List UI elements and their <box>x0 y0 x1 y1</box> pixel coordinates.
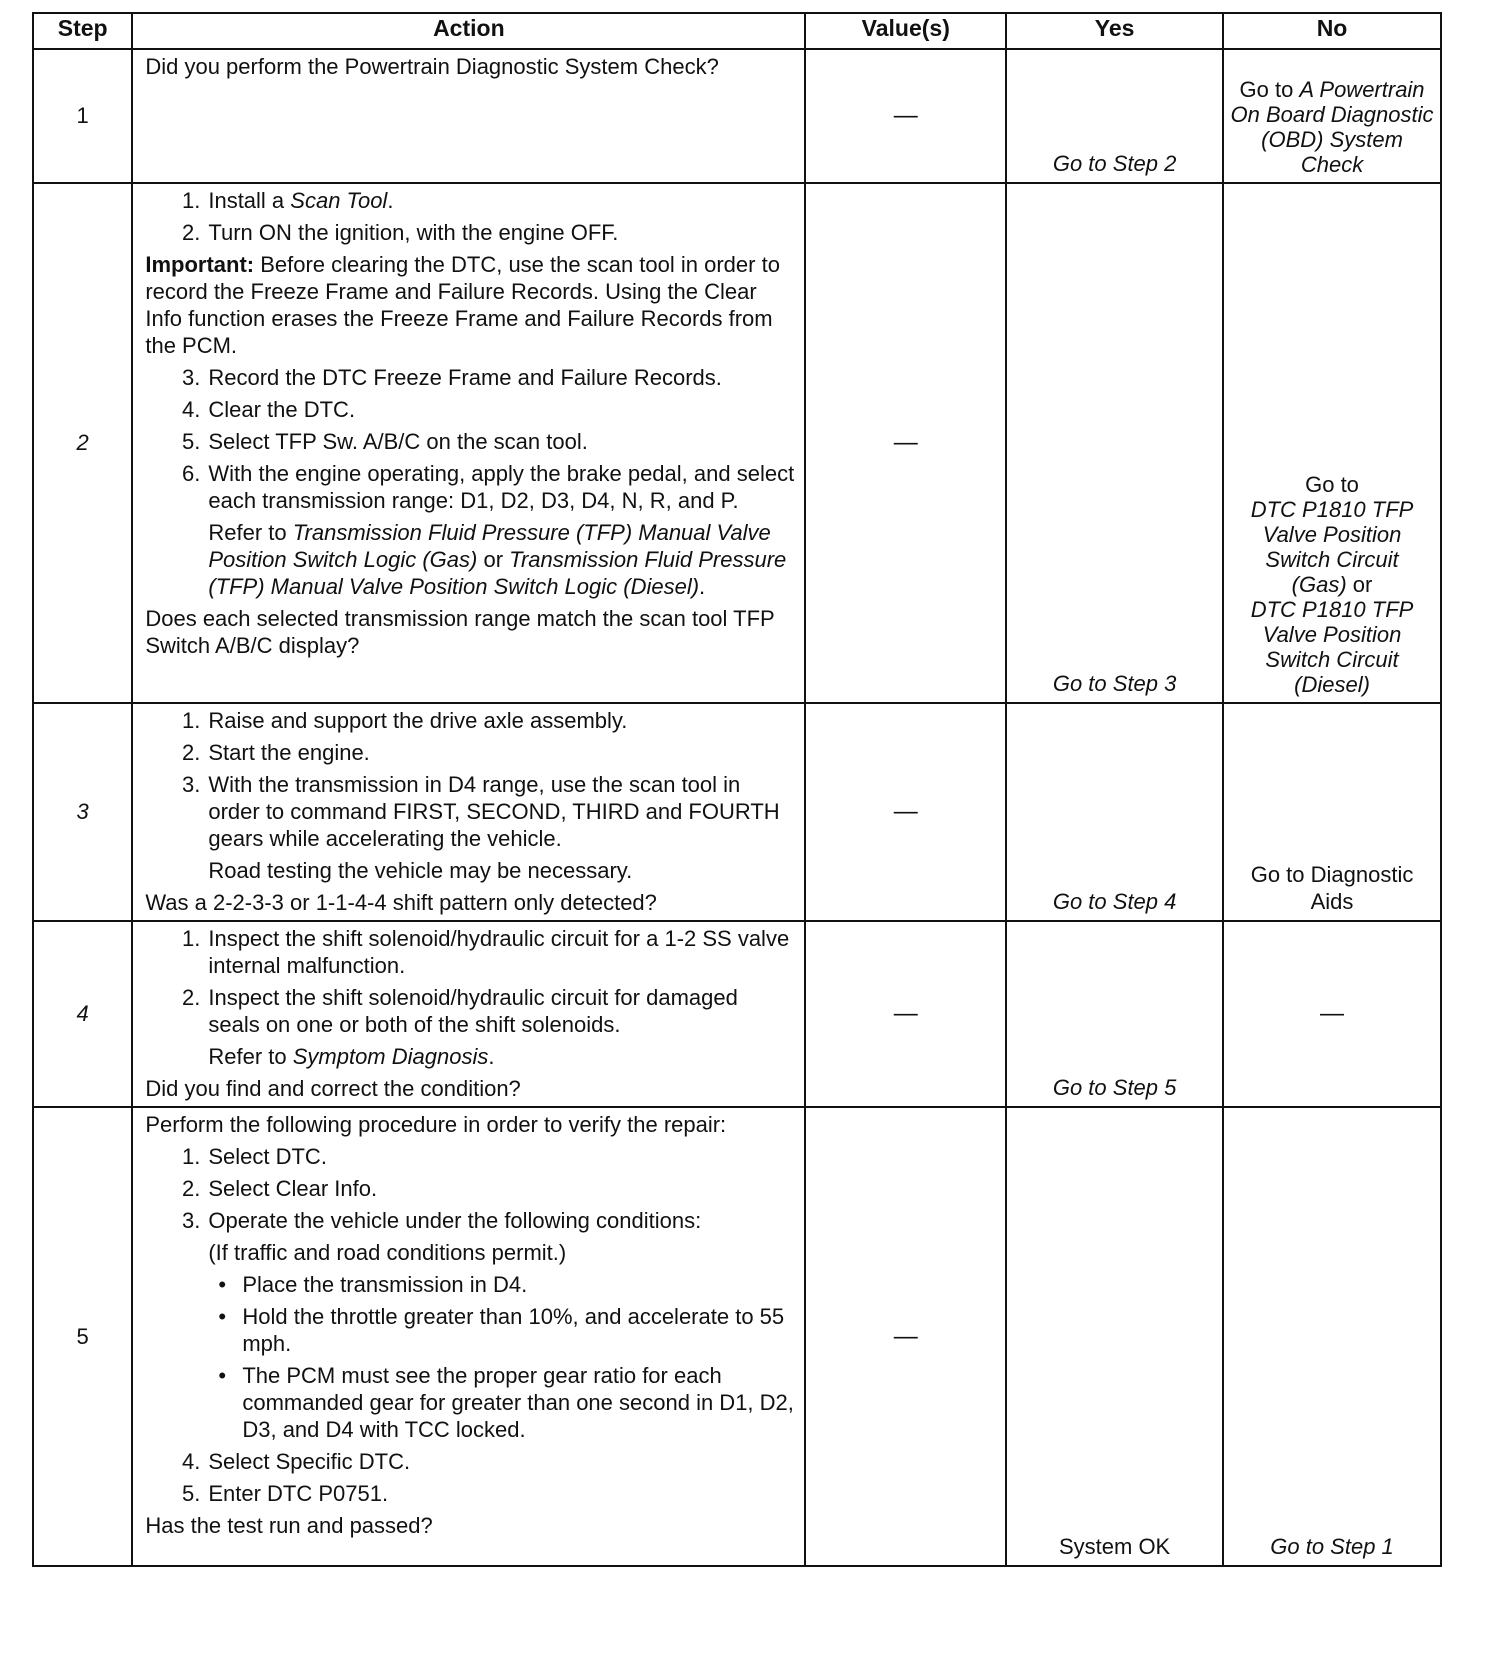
no-prefix: Go to <box>1239 77 1300 102</box>
no-cell <box>1223 1107 1441 1566</box>
yes-link[interactable]: Go to Step 5 <box>1052 1075 1177 1100</box>
value-cell: — <box>805 49 1006 183</box>
symptom-diagnosis-link[interactable]: Symptom Diagnosis <box>292 1044 489 1069</box>
tfp-diesel-link[interactable]: Transmission Fluid Pressure (TFP) Manual Valve Position Switch Logic (Diesel) <box>208 547 787 599</box>
list-item: 3. Operate the vehicle under the following conditions: <box>181 1208 702 1233</box>
no-cell: Go to DTC P1810 TFP Valve Position Switch Circuit (Gas) or DTC P1810 TFP Valve Position Switch Circuit (Diesel) <box>1223 183 1441 703</box>
no-link[interactable]: Go to Diagnostic Aids <box>1250 862 1414 914</box>
table-row <box>33 921 1441 1107</box>
note-text: Road testing the vehicle may be necessary. <box>208 858 633 883</box>
list-item: 5. Enter DTC P0751. <box>181 1481 389 1506</box>
yes-cell <box>1006 1107 1223 1566</box>
no-cell <box>1223 49 1441 183</box>
condition-note: (If traffic and road conditions permit.) <box>208 1240 567 1265</box>
header-row <box>33 13 1441 49</box>
list-item: 1. Raise and support the drive axle assembly. <box>181 708 628 733</box>
no-value: — <box>1320 1000 1345 1027</box>
question-text: Did you perform the Powertrain Diagnostic System Check? <box>145 54 719 79</box>
question-text: Did you find and correct the condition? <box>145 1076 521 1101</box>
important-note: Important: Before clearing the DTC, use the scan tool in order to record the Freeze Frame and Failure Records. Using the Clear Info function erases the Freeze Frame and Failure Records from the PCM. <box>145 252 780 358</box>
action-cell <box>132 183 805 703</box>
no-cell <box>1223 703 1441 921</box>
list-item: 6. With the engine operating, apply the brake pedal, and select each transmission range: D1, D2, D3, D4, N, R, and P. <box>181 461 795 513</box>
diagnostic-table <box>32 12 1442 1567</box>
no-prefix: Go to <box>1305 472 1359 497</box>
list-item: 3. With the transmission in D4 range, use the scan tool in order to command FIRST, SECOND, THIRD and FOURTH gears while accelerating the vehicle. <box>181 772 780 851</box>
header-step: Step <box>33 13 132 49</box>
refer-note: Refer to Transmission Fluid Pressure (TFP) Manual Valve Position Switch Logic (Gas) or Transmission Fluid Pressure (TFP) Manual Valve Position Switch Logic (Diesel). <box>208 520 787 599</box>
yes-cell <box>1006 49 1223 183</box>
step-number: 3 <box>33 703 132 921</box>
value-cell: — <box>805 183 1006 703</box>
action-cell <box>132 1107 805 1566</box>
list-item: 1. Install a Scan Tool. <box>181 188 394 213</box>
step-number: 4 <box>33 921 132 1107</box>
no-link[interactable]: Go to Step 1 <box>1270 1534 1394 1559</box>
no-cell <box>1223 921 1441 1107</box>
yes-result: System OK <box>1058 1534 1171 1559</box>
list-item: 1. Inspect the shift solenoid/hydraulic circuit for a 1-2 SS valve internal malfunction. <box>181 926 790 978</box>
list-item: 2. Start the engine. <box>181 740 370 765</box>
list-item: 5. Select TFP Sw. A/B/C on the scan tool. <box>181 429 588 454</box>
list-item: 1. Select DTC. <box>181 1144 327 1169</box>
yes-cell <box>1006 183 1223 703</box>
header-yes: Yes <box>1006 13 1223 49</box>
refer-note: Refer to Symptom Diagnosis. <box>208 1044 495 1069</box>
table-row <box>33 1107 1441 1566</box>
header-no: No <box>1223 13 1441 49</box>
list-item: 2. Inspect the shift solenoid/hydraulic circuit for damaged seals on one or both of the shift solenoids. <box>181 985 738 1037</box>
header-action: Action <box>132 13 805 49</box>
question-text: Has the test run and passed? <box>145 1513 433 1538</box>
list-item: 3. Record the DTC Freeze Frame and Failure Records. <box>181 365 722 390</box>
question-text: Does each selected transmission range match the scan tool TFP Switch A/B/C display? <box>145 606 775 658</box>
step-number: 1 <box>33 49 132 183</box>
value-cell: — <box>805 1107 1006 1566</box>
no-link[interactable]: A Powertrain On Board Diagnostic (OBD) System Check <box>1230 77 1434 177</box>
yes-link[interactable]: Go to Step 3 <box>1052 671 1177 696</box>
action-cell <box>132 703 805 921</box>
value-cell: — <box>805 921 1006 1107</box>
header-values: Value(s) <box>805 13 1006 49</box>
action-cell <box>132 921 805 1107</box>
step-number: 5 <box>33 1107 132 1566</box>
yes-link[interactable]: Go to Step 2 <box>1052 151 1177 176</box>
value-cell: — <box>805 703 1006 921</box>
table-row <box>33 703 1441 921</box>
bullet-item: • Hold the throttle greater than 10%, and accelerate to 55 mph. <box>218 1304 785 1356</box>
step-number: 2 <box>33 183 132 703</box>
bullet-item: • Place the transmission in D4. <box>218 1272 528 1297</box>
question-text: Was a 2-2-3-3 or 1-1-4-4 shift pattern only detected? <box>145 890 657 915</box>
table-row <box>33 183 1441 703</box>
bullet-item: • The PCM must see the proper gear ratio for each commanded gear for greater than one second in D1, D2, D3, and D4 with TCC locked. <box>218 1363 794 1442</box>
list-item: 4. Select Specific DTC. <box>181 1449 411 1474</box>
yes-cell <box>1006 703 1223 921</box>
table-row <box>33 49 1441 183</box>
dtc-p1810-gas-link[interactable]: DTC P1810 TFP Valve Position Switch Circuit <box>1250 497 1414 572</box>
list-item: 4. Clear the DTC. <box>181 397 356 422</box>
tfp-gas-link[interactable]: Transmission Fluid Pressure (TFP) Manual Valve Position Switch Logic (Gas) <box>208 520 771 572</box>
list-item: 2. Select Clear Info. <box>181 1176 378 1201</box>
intro-text: Perform the following procedure in order to verify the repair: <box>145 1112 727 1137</box>
dtc-p1810-diesel-link[interactable]: DTC P1810 TFP Valve Position Switch Circuit <box>1250 597 1414 672</box>
list-item: 2. Turn ON the ignition, with the engine OFF. <box>181 220 619 245</box>
scan-tool-link[interactable]: Scan Tool <box>290 188 388 213</box>
yes-cell <box>1006 921 1223 1107</box>
yes-link[interactable]: Go to Step 4 <box>1052 889 1177 914</box>
action-cell <box>132 49 805 183</box>
